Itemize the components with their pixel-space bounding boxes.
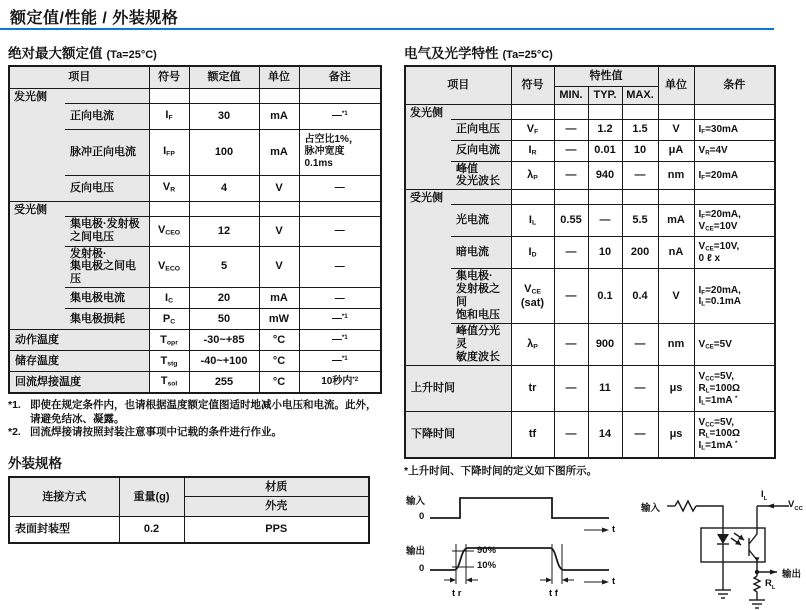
- cell-max: —: [622, 412, 658, 458]
- cell-item: 集电极损耗: [65, 309, 149, 330]
- header-unit: 单位: [658, 66, 694, 104]
- cell-symbol: tf: [511, 412, 554, 458]
- table-header-row: [9, 477, 369, 497]
- cell-typ: 14: [588, 412, 622, 458]
- cell-item: 光电流: [451, 205, 511, 237]
- cell-condition: $I_F=20mA$, $V_{CE}=10V$: [694, 205, 775, 237]
- header-symbol: 符号: [149, 66, 189, 88]
- empty-cell: [658, 104, 694, 119]
- section-label-detect: 受光侧: [405, 190, 451, 366]
- table-row: [9, 103, 381, 129]
- cell-unit: μs: [658, 412, 694, 458]
- cell-rating: 50: [189, 309, 259, 330]
- table-row: [405, 205, 775, 237]
- section-fill: [451, 190, 511, 205]
- footnote-2: [8, 426, 380, 440]
- cell-condition: $V_R=4V$: [694, 140, 775, 161]
- section-row-emit: [9, 88, 381, 103]
- cell-symbol: $V_F$: [511, 119, 554, 140]
- cell-item: 动作温度: [9, 330, 149, 351]
- cell-symbol: $I_{FP}$: [149, 129, 189, 175]
- empty-cell: [554, 104, 588, 119]
- waveform-plot: [404, 488, 629, 606]
- table-row: [405, 237, 775, 269]
- electro-heading: [404, 42, 776, 62]
- cell-min: —: [554, 161, 588, 190]
- cell-symbol: $T_{stg}$: [149, 351, 189, 372]
- cell-typ: 0.01: [588, 140, 622, 161]
- cell-remark: —$^{*1}$: [299, 103, 381, 129]
- section-fill: [65, 88, 149, 103]
- cell-condition: $I_F=30mA$: [694, 119, 775, 140]
- cell-item: 集电极· 发射极之间 饱和电压: [451, 269, 511, 324]
- empty-cell: [658, 190, 694, 205]
- section-fill: [451, 104, 511, 119]
- table-header-row: [9, 66, 381, 88]
- cell-remark: —: [299, 288, 381, 309]
- empty-cell: [622, 190, 658, 205]
- optocoupler-circuit: [641, 488, 806, 610]
- cell-max: 5.5: [622, 205, 658, 237]
- cell-item: 上升时间: [405, 366, 511, 412]
- waveform-10pct-label: 10%: [477, 559, 497, 571]
- cell-typ: 0.1: [588, 269, 622, 324]
- cell-remark: —: [299, 216, 381, 246]
- cell-typ: 10: [588, 237, 622, 269]
- page-title: 额定值/性能 / 外装规格: [10, 10, 179, 27]
- section-row-detect: [9, 201, 381, 216]
- cell-condition: $V_{CC}=5V$, $R_L=100\Omega$ $I_L=1mA$ *: [694, 366, 775, 412]
- table-row: [9, 330, 381, 351]
- waveform-diagram: [404, 488, 629, 606]
- table-row: [9, 309, 381, 330]
- header-item: 项目: [405, 66, 511, 104]
- waveform-output-label: 输出: [406, 545, 426, 557]
- empty-cell: [189, 88, 259, 103]
- cell-connection: 表面封装型: [9, 517, 119, 543]
- abs-max-heading-text: 绝对最大额定值: [8, 46, 103, 61]
- abs-max-heading-cond: (Ta=25°C): [106, 49, 157, 61]
- table-row: [9, 372, 381, 393]
- table-header-row: [405, 66, 775, 86]
- cell-min: —: [554, 119, 588, 140]
- table-row: [9, 216, 381, 246]
- right-column: [404, 42, 803, 610]
- header-remark: 备注: [299, 66, 381, 88]
- left-column: [8, 42, 380, 544]
- section-label-emit: 发光侧: [405, 104, 451, 190]
- cell-min: —: [554, 140, 588, 161]
- table-row: [9, 129, 381, 175]
- cell-symbol: $T_{sol}$: [149, 372, 189, 393]
- table-row: [9, 517, 369, 543]
- package-table: [8, 476, 370, 544]
- cell-unit: °C: [259, 330, 299, 351]
- table-row: [405, 412, 775, 458]
- cell-symbol: tr: [511, 366, 554, 412]
- cell-min: —: [554, 269, 588, 324]
- cell-remark: 占空比1%， 脉冲宽度 0.1ms: [299, 129, 381, 175]
- electro-heading-cond: (Ta=25°C): [502, 49, 553, 61]
- header-connection: 连接方式: [9, 477, 119, 517]
- cell-min: —: [554, 366, 588, 412]
- cell-typ: —: [588, 205, 622, 237]
- cell-symbol: $\lambda_P$: [511, 161, 554, 190]
- cell-condition: $V_{CC}=5V$, $R_L=100\Omega$ $I_L=1mA$ *: [694, 412, 775, 458]
- cell-min: —: [554, 412, 588, 458]
- waveform-t-label: t: [612, 575, 616, 587]
- package-heading: 外装规格: [8, 455, 62, 471]
- abs-max-heading: [8, 42, 380, 62]
- cell-remark: 10秒内$^{*2}$: [299, 372, 381, 393]
- table-row: [9, 288, 381, 309]
- cell-unit: V: [259, 175, 299, 201]
- cell-case-material: PPS: [184, 517, 369, 543]
- cell-max: —: [622, 366, 658, 412]
- cell-unit: mA: [259, 103, 299, 129]
- waveform-90pct-label: 90%: [477, 544, 497, 556]
- cell-unit: μA: [658, 140, 694, 161]
- empty-cell: [511, 104, 554, 119]
- header-material: 材质: [184, 477, 369, 497]
- table-row: [9, 351, 381, 372]
- cell-rating: 4: [189, 175, 259, 201]
- cell-unit: nm: [658, 161, 694, 190]
- cell-item: 反向电流: [451, 140, 511, 161]
- cell-condition: $V_{CE}=10V$, 0 ℓ x: [694, 237, 775, 269]
- cell-unit: V: [658, 119, 694, 140]
- header-weight: 重量(g): [119, 477, 184, 517]
- section-row-detect: [405, 190, 775, 205]
- cell-rating: 20: [189, 288, 259, 309]
- header-symbol: 符号: [511, 66, 554, 104]
- empty-cell: [259, 201, 299, 216]
- empty-cell: [511, 190, 554, 205]
- header-rating: 额定值: [189, 66, 259, 88]
- cell-symbol: $P_C$: [149, 309, 189, 330]
- cell-unit: V: [259, 246, 299, 288]
- footnote-label: *1.: [8, 398, 21, 411]
- table-row: [405, 140, 775, 161]
- timing-diagrams: [404, 488, 803, 610]
- section-label-detect: 受光侧: [9, 201, 65, 330]
- cell-item: 发射极· 集电极之间电压: [65, 246, 149, 288]
- cell-max: —: [622, 324, 658, 366]
- waveform-t-label: t: [612, 523, 616, 535]
- cell-rating: 5: [189, 246, 259, 288]
- cell-rating: 100: [189, 129, 259, 175]
- header-item: 项目: [9, 66, 149, 88]
- cell-unit: nm: [658, 324, 694, 366]
- waveform-tr-label: t r: [452, 587, 462, 599]
- cell-remark: —$^{*1}$: [299, 330, 381, 351]
- cell-rating: -30~+85: [189, 330, 259, 351]
- cell-remark: —$^{*1}$: [299, 309, 381, 330]
- cell-symbol: $I_C$: [149, 288, 189, 309]
- cell-symbol: $I_F$: [149, 103, 189, 129]
- cell-remark: —$^{*1}$: [299, 351, 381, 372]
- cell-weight: 0.2: [119, 517, 184, 543]
- circuit-diagram: [641, 488, 806, 610]
- table-row: [9, 246, 381, 288]
- cell-symbol: $\lambda_P$: [511, 324, 554, 366]
- cell-symbol: $V_{CEO}$: [149, 216, 189, 246]
- cell-symbol: $V_{CE}$ (sat): [511, 269, 554, 324]
- cell-item: 反向电压: [65, 175, 149, 201]
- circuit-vcc-label: $V_{CC}$: [788, 498, 803, 512]
- waveform-input-label: 输入: [406, 495, 426, 507]
- footnote-text: 回流焊接请按照封装注意事项中记载的条件进行作业。: [30, 426, 282, 439]
- cell-condition: $I_F=20mA$: [694, 161, 775, 190]
- empty-cell: [149, 88, 189, 103]
- waveform-zero-label: 0: [419, 562, 425, 574]
- cell-typ: 1.2: [588, 119, 622, 140]
- table-row: [9, 175, 381, 201]
- circuit-output-label: 输出: [782, 568, 802, 580]
- header-case: 外壳: [184, 497, 369, 517]
- empty-cell: [299, 201, 381, 216]
- cell-unit: V: [259, 216, 299, 246]
- empty-cell: [622, 104, 658, 119]
- cell-unit: nA: [658, 237, 694, 269]
- empty-cell: [588, 104, 622, 119]
- cell-max: —: [622, 161, 658, 190]
- empty-cell: [694, 104, 775, 119]
- cell-max: 1.5: [622, 119, 658, 140]
- header-max: MAX.: [622, 86, 658, 104]
- table-row: [405, 366, 775, 412]
- abs-max-table: [8, 65, 382, 394]
- cell-symbol: $I_R$: [511, 140, 554, 161]
- header-typ: TYP.: [588, 86, 622, 104]
- cell-rating: 12: [189, 216, 259, 246]
- section-row-emit: [405, 104, 775, 119]
- table-row: [405, 324, 775, 366]
- electro-table: [404, 65, 776, 459]
- cell-rating: 255: [189, 372, 259, 393]
- empty-cell: [259, 88, 299, 103]
- abs-max-footnotes: [8, 399, 380, 440]
- cell-symbol: $I_D$: [511, 237, 554, 269]
- cell-symbol: $V_R$: [149, 175, 189, 201]
- section-fill: [65, 201, 149, 216]
- cell-typ: 900: [588, 324, 622, 366]
- header-unit: 单位: [259, 66, 299, 88]
- cell-condition: $V_{CE}=5V$: [694, 324, 775, 366]
- cell-unit: mA: [259, 288, 299, 309]
- circuit-input-label: 输入: [641, 502, 661, 514]
- cell-item: 暗电流: [451, 237, 511, 269]
- empty-cell: [299, 88, 381, 103]
- cell-unit: mA: [658, 205, 694, 237]
- cell-item: 储存温度: [9, 351, 149, 372]
- table-row: [405, 161, 775, 190]
- cell-typ: 11: [588, 366, 622, 412]
- footnote-label: *2.: [8, 426, 21, 439]
- cell-typ: 940: [588, 161, 622, 190]
- waveform-tf-label: t f: [549, 587, 558, 599]
- empty-cell: [588, 190, 622, 205]
- title-rule: [0, 28, 774, 30]
- circuit-rl-label: $R_L$: [765, 577, 776, 591]
- cell-rating: 30: [189, 103, 259, 129]
- cell-remark: —: [299, 175, 381, 201]
- circuit-il-label: $I_L$: [761, 488, 768, 502]
- cell-max: 10: [622, 140, 658, 161]
- cell-symbol: $V_{ECO}$: [149, 246, 189, 288]
- cell-max: 200: [622, 237, 658, 269]
- empty-cell: [694, 190, 775, 205]
- cell-unit: mA: [259, 129, 299, 175]
- footnote-1: [8, 399, 380, 426]
- table-row: [405, 269, 775, 324]
- cell-symbol: $T_{opr}$: [149, 330, 189, 351]
- header-min: MIN.: [554, 86, 588, 104]
- cell-item: 峰值分光灵 敏度波长: [451, 324, 511, 366]
- footnote-text: 即使在规定条件内，也请根据温度额定值图适时地减小电压和电流。此外，请避免结冰、凝露。: [30, 398, 377, 425]
- waveform-zero-label: 0: [419, 510, 425, 522]
- empty-cell: [554, 190, 588, 205]
- electro-heading-text: 电气及光学特性: [404, 46, 499, 61]
- cell-item: 正向电流: [65, 103, 149, 129]
- cell-remark: —: [299, 246, 381, 288]
- cell-item: 正向电压: [451, 119, 511, 140]
- header-value: 特性值: [554, 66, 658, 86]
- cell-min: —: [554, 324, 588, 366]
- cell-max: 0.4: [622, 269, 658, 324]
- cell-unit: μs: [658, 366, 694, 412]
- cell-item: 回流焊接温度: [9, 372, 149, 393]
- cell-item: 集电极·发射极 之间电压: [65, 216, 149, 246]
- cell-unit: °C: [259, 351, 299, 372]
- cell-item: 下降时间: [405, 412, 511, 458]
- header-condition: 条件: [694, 66, 775, 104]
- empty-cell: [149, 201, 189, 216]
- cell-min: 0.55: [554, 205, 588, 237]
- cell-unit: °C: [259, 372, 299, 393]
- table-row: [405, 119, 775, 140]
- cell-item: 脉冲正向电流: [65, 129, 149, 175]
- cell-condition: $I_F=20mA$, $I_L=0.1mA$: [694, 269, 775, 324]
- cell-item: 集电极电流: [65, 288, 149, 309]
- cell-rating: -40~+100: [189, 351, 259, 372]
- cell-item: 峰值 发光波长: [451, 161, 511, 190]
- cell-symbol: $I_L$: [511, 205, 554, 237]
- cell-min: —: [554, 237, 588, 269]
- electro-footnote: *上升时间、下降时间的定义如下图所示。: [404, 464, 598, 477]
- empty-cell: [189, 201, 259, 216]
- cell-unit: V: [658, 269, 694, 324]
- cell-unit: mW: [259, 309, 299, 330]
- section-label-emit: 发光侧: [9, 88, 65, 201]
